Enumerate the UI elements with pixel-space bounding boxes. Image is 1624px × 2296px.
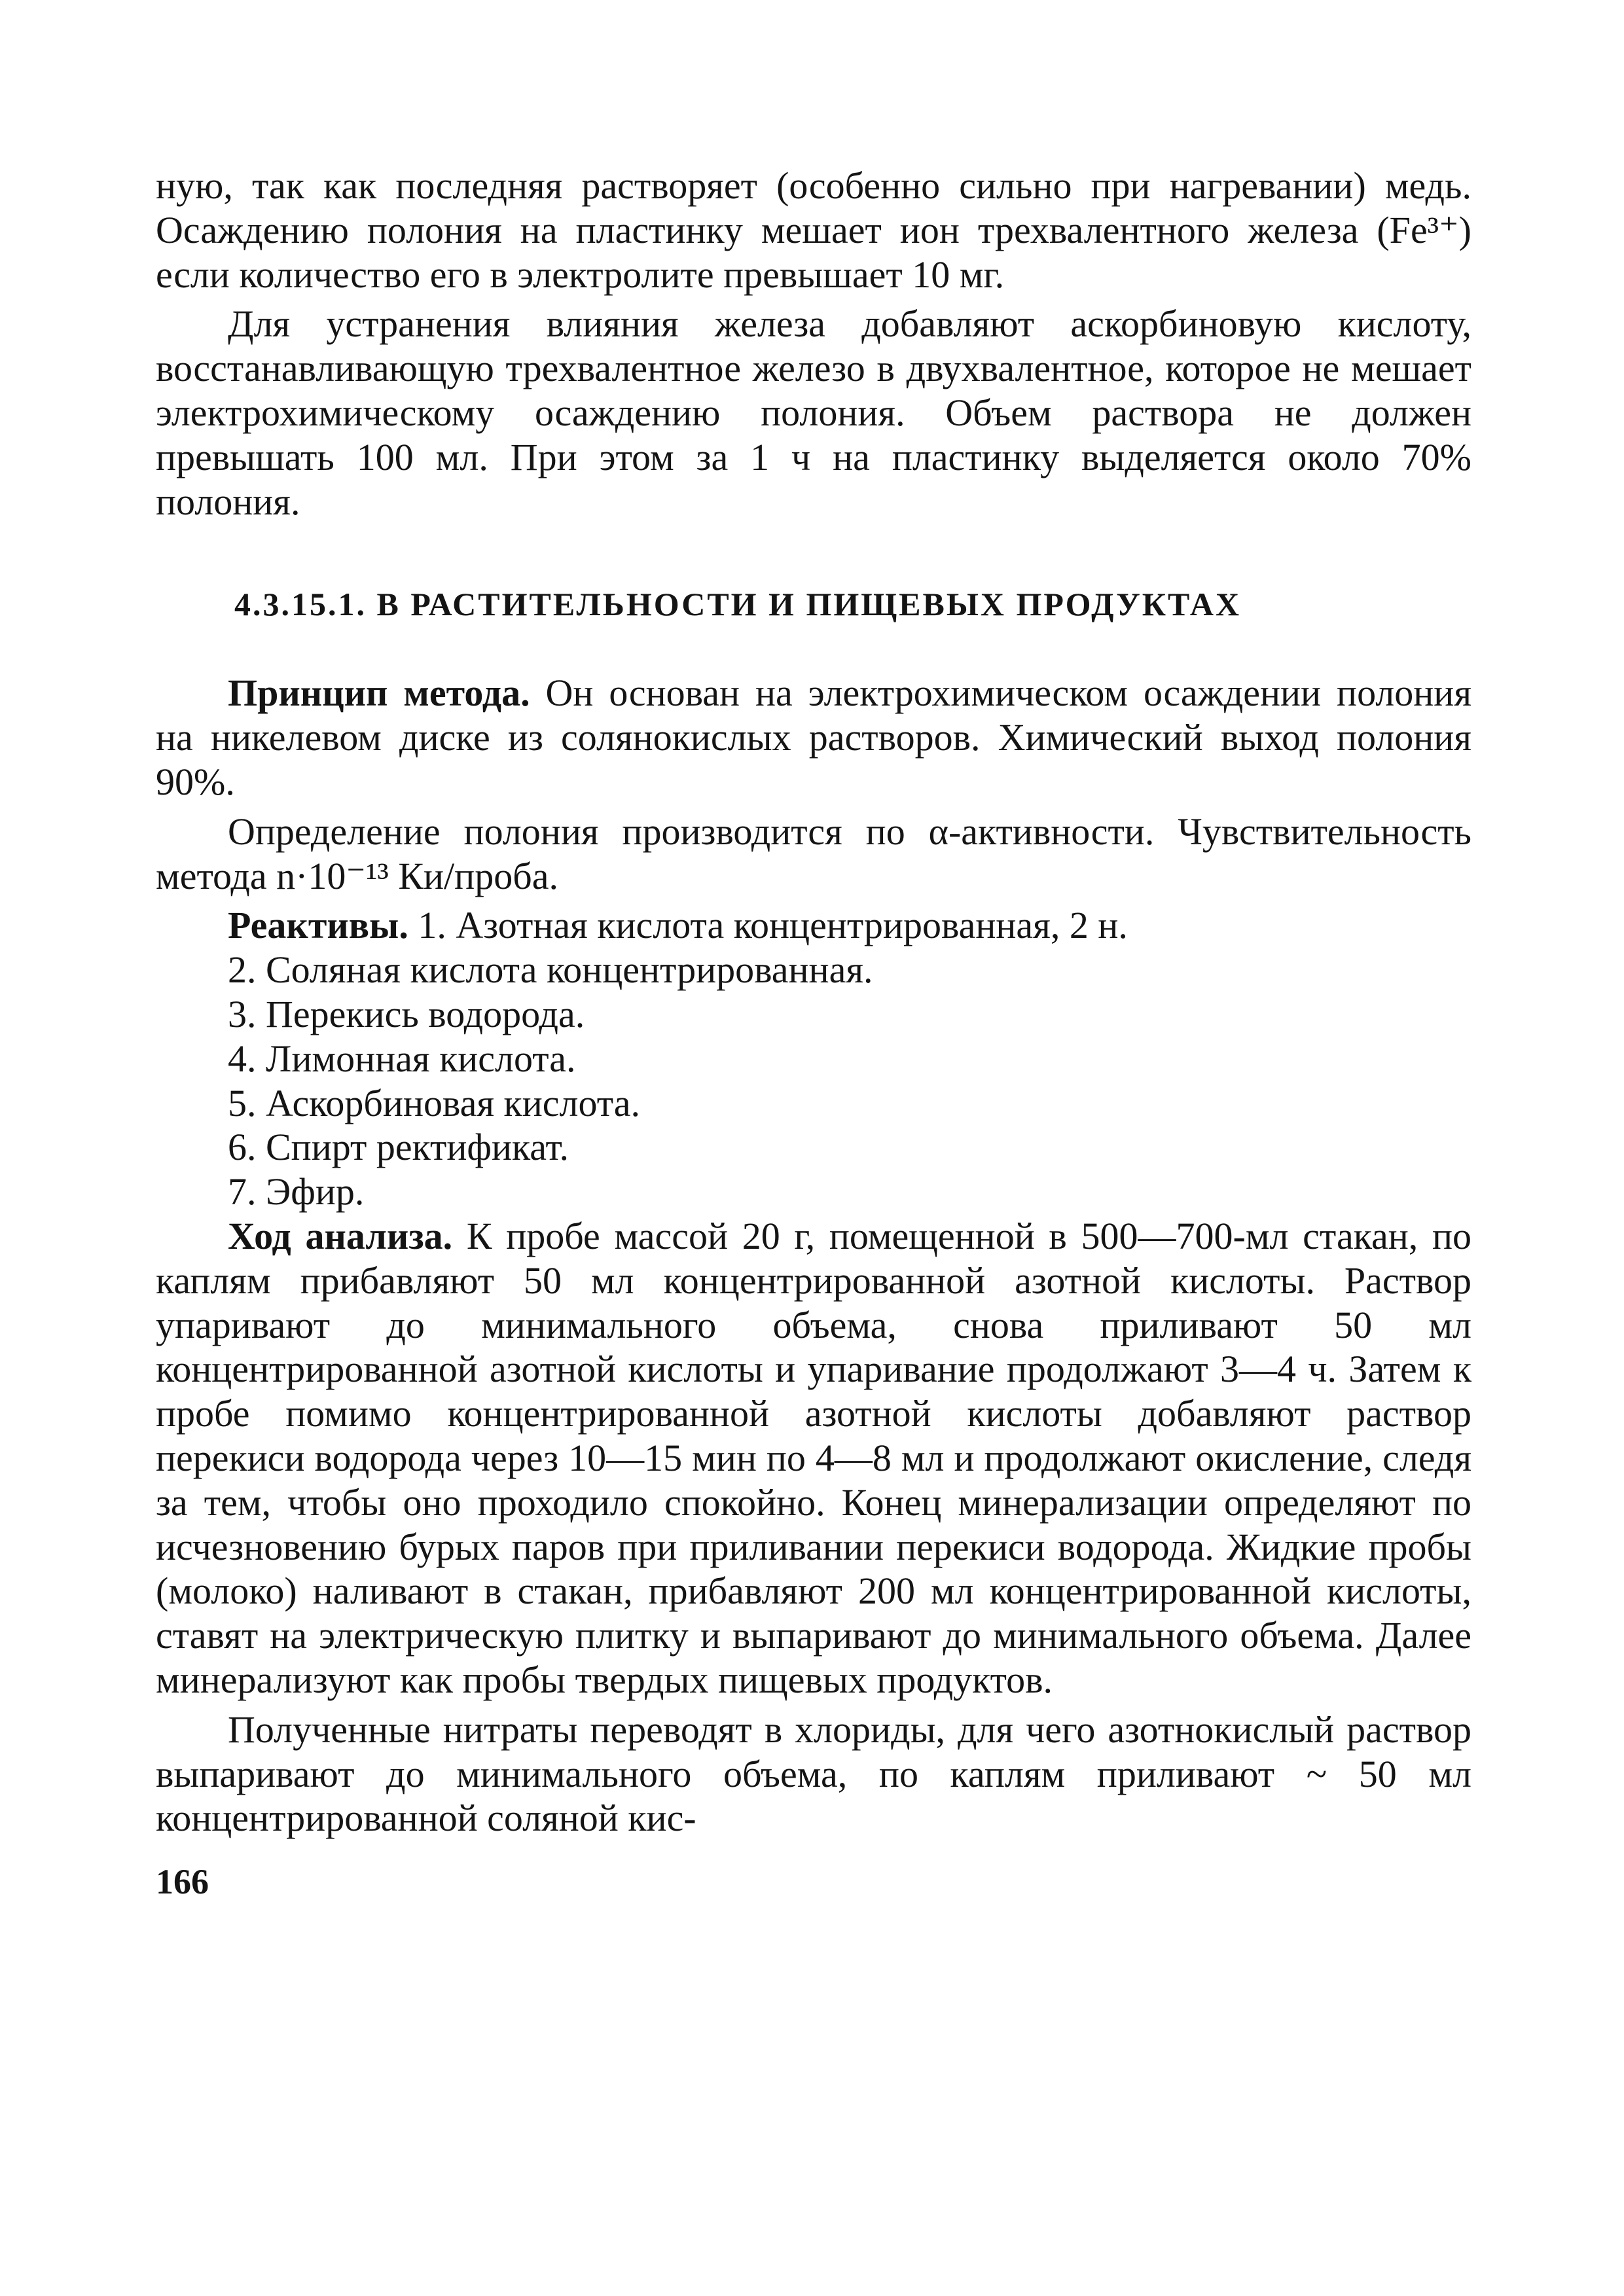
page-number: 166	[156, 1862, 209, 1902]
reagents-label: Реактивы.	[228, 904, 408, 947]
section-heading: 4.3.15.1. В РАСТИТЕЛЬНОСТИ И ПИЩЕВЫХ ПРОДУКТАХ	[234, 586, 1242, 623]
reagent-item: 2. Соляная кислота концентрированная.	[228, 948, 873, 992]
paragraph-nitrates: Полученные нитраты переводят в хлориды, для чего азотнокислый раствор выпаривают до минимального объема, по каплям приливают ~ 50 мл концентрированной соляной кис-	[156, 1708, 1471, 1840]
reagents-list	[156, 948, 1471, 1214]
reagent-item: 3. Перекись водорода.	[228, 992, 585, 1035]
procedure-label: Ход анализа.	[228, 1214, 453, 1257]
book-page	[156, 164, 1471, 1905]
paragraph-determination: Определение полония производится по α-активности. Чувствительность метода n·10⁻¹³ Ки/проба.	[156, 810, 1471, 897]
principle-text: Он основан на электрохимическом осаждении полония на никелевом диске из солянокислых растворов. Химический выход полония 90%.	[156, 672, 1472, 803]
reagent-item: 5. Аскорбиновая кислота.	[228, 1081, 640, 1124]
reagent-item: 4. Лимонная кислота.	[228, 1037, 576, 1080]
reagent-item: 1. Азотная кислота концентрированная, 2 н.	[418, 904, 1128, 947]
paragraph-iron-removal: Для устранения влияния железа добавляют аскорбиновую кислоту, восстанавливающую трехвалентное железо в двухвалентное, которое не мешает электрохимическому осаждению полония. Объем раствора не должен превышать 100 мл. При этом за 1 ч на пластинку выделяется около 70% полония.	[156, 302, 1471, 523]
paragraph-principle	[156, 671, 1471, 804]
paragraph-continuation: ную, так как последняя растворяет (особенно сильно при нагревании) медь. Осаждению полония на пластинку мешает ион трехвалентного железа (Fe³⁺) если количество его в электролите превышает 10 мг.	[156, 164, 1471, 296]
paragraph-procedure	[156, 1214, 1471, 1702]
paragraph-reagents	[156, 903, 1471, 948]
reagent-item: 6. Спирт ректификат.	[228, 1126, 569, 1169]
reagent-item: 7. Эфир.	[228, 1170, 365, 1213]
principle-label: Принцип метода.	[228, 672, 530, 715]
procedure-text: К пробе массой 20 г, помещенной в 500—700-мл стакан, по каплям прибавляют 50 мл концентрированной азотной кислоты. Раствор упаривают до минимального объема, снова приливают 50 мл концентрированной азотной кислоты и упаривание продолжают 3—4 ч. Затем к пробе помимо концентрированной азотной кислоты добавляют раствор перекиси водорода через 10—15 мин по 4—8 мл и продолжают окисление, следя за тем, чтобы оно проходило спокойно. Конец минерализации определяют по исчезновению бурых паров при приливании перекиси водорода. Жидкие пробы (молоко) наливают в стакан, прибавляют 200 мл концентрированной кислоты, ставят на электрическую плитку и выпаривают до минимального объема. Далее минерализуют как пробы твердых пищевых продуктов.	[156, 1214, 1472, 1701]
